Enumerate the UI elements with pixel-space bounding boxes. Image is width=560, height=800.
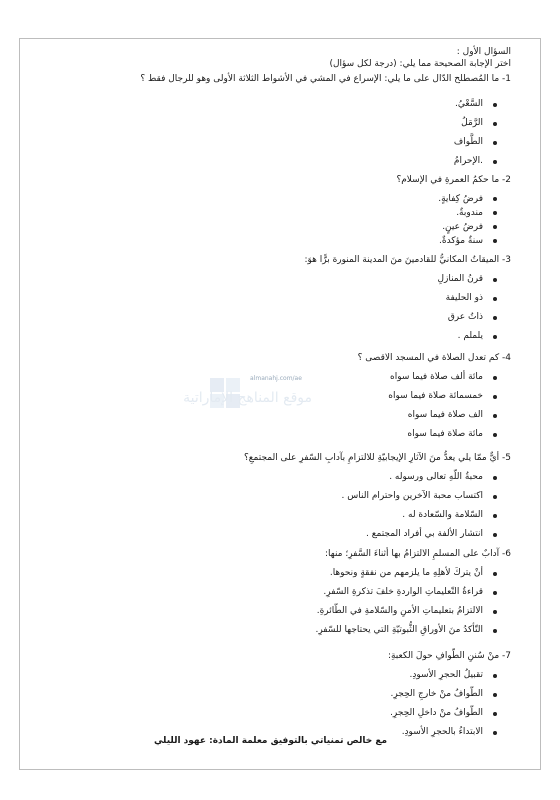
question-text: 7- منْ سُننِ الطّوافِ حولَ الكعبةِ:: [387, 651, 511, 661]
question-block: [30, 254, 511, 346]
option-item: سنةٌ مؤكدةٌ.: [30, 234, 511, 248]
option-item: انتشار الألفة بي أفراد المجتمع .: [30, 525, 511, 544]
option-item: فرضُ كِفايةٍ.: [30, 192, 511, 206]
option-item: الرَّمَلُ: [30, 114, 511, 133]
options-list: [30, 564, 511, 640]
option-item: يلملم .: [30, 327, 511, 346]
option-item: قراءةُ التّعليماتِ الواردةِ خلفَ تذكرةِ السّفرِ.: [30, 583, 511, 602]
question-block: [30, 650, 511, 742]
option-item: مائة صلاة فيما سواه: [30, 425, 511, 444]
question-text: 1- ما المُصطلح الدّال على ما يلي: الإسراع في المشي في الأشواط الثلاثة الأولى وهو للرجال فقط ؟: [140, 74, 511, 84]
options-list: [30, 192, 511, 248]
section-title: السؤال الأول :: [456, 47, 511, 57]
option-item: الابتداءُ بالحجرِ الأسودِ.: [30, 723, 511, 742]
question-block: [30, 548, 511, 640]
question-text: 4- كم تعدل الصلاة في المسجد الاقصى ؟: [357, 353, 511, 363]
option-item: ذاتُ عرق: [30, 308, 511, 327]
question-text: 2- ما حكمُ العمرةِ في الإسلام؟: [396, 175, 511, 185]
watermark-url: almanahj.com/ae: [250, 375, 302, 382]
option-item: الف صلاة فيما سواه: [30, 406, 511, 425]
options-list: [30, 270, 511, 346]
option-item: التّأكدُ منَ الأوراقِ الثُّبوتيّةِ التي يحتاجها للسّفرِ.: [30, 621, 511, 640]
option-item: خمسمائة صلاة فيما سواه: [30, 387, 511, 406]
options-list: [30, 666, 511, 742]
option-item: مائة ألف صلاة فيما سواه: [30, 368, 511, 387]
option-item: تقبيلُ الحجرِ الأسودِ.: [30, 666, 511, 685]
instruction-text: اختر الإجابة الصحيحة مما يلي: (درجة لكل سؤال): [329, 59, 511, 69]
option-item: مندوبةٌ.: [30, 206, 511, 220]
option-item: الطَّواف: [30, 133, 511, 152]
question-block: [30, 174, 511, 248]
option-item: الالتزامُ بتعليماتِ الأمنِ والسّلامةِ في الطّائرةِ.: [30, 602, 511, 621]
option-item: الطّوافُ منْ خارجِ الحِجرِ.: [30, 685, 511, 704]
option-item: محبةُ اللّهِ تعالى ورسوله .: [30, 468, 511, 487]
watermark-text: موقع المناهج الإماراتية: [183, 390, 312, 406]
option-item: السَّعْيُ.: [30, 95, 511, 114]
option-item: قرنُ المنازلِ: [30, 270, 511, 289]
options-list: [30, 95, 511, 171]
question-text: 3- الميقاتُ المكانيُّ للقادمينَ منَ المدينة المنورة برًّا هوَ:: [304, 255, 511, 265]
options-list: [30, 468, 511, 544]
option-item: فرضُ عينٍ.: [30, 220, 511, 234]
question-block: [30, 73, 511, 171]
option-item: السّلامة والسّعادة له .: [30, 506, 511, 525]
option-item: اكتساب محبة الآخرين واحترام الناس .: [30, 487, 511, 506]
question-block: [30, 452, 511, 544]
option-item: الطّوافُ منْ داخلِ الحِجرِ.: [30, 704, 511, 723]
question-text: 5- أيٌّ ممّا يلي يعدُّ منَ الآثارِ الإيجابيّةِ للالتزامِ بآدابِ السّفرِ على المجتمعِ؟: [243, 453, 511, 463]
option-item: .الإحرامُ: [30, 152, 511, 171]
footer-signature: مع خالص تمنياتي بالتوفيق معلمة المادة: عهود الليلي: [153, 736, 388, 746]
option-item: ذو الحليفة: [30, 289, 511, 308]
option-item: أنْ يتركَ لأهلِهِ ما يلزمهم من نفقةٍ ونحوها.: [30, 564, 511, 583]
question-text: 6- آدابٌ على المسلمِ الالتزامُ بها أثناءَ السَّفرِ؛ منها:: [325, 549, 511, 559]
